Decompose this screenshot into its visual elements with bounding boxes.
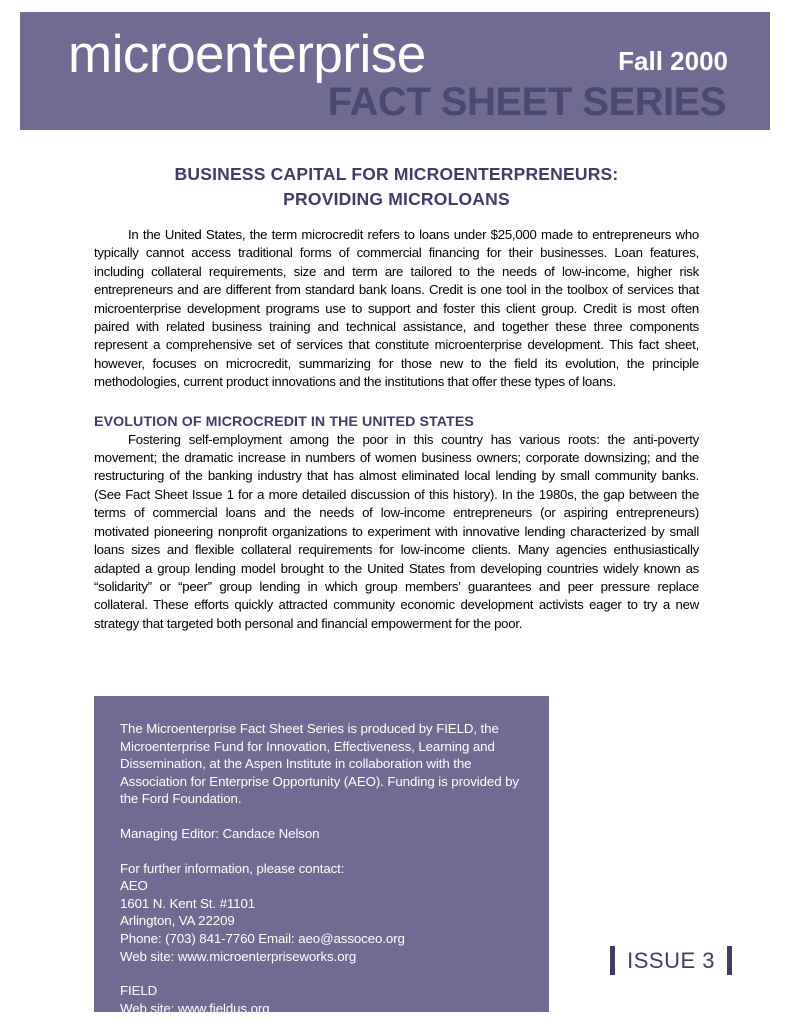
page-title <box>94 162 699 212</box>
masthead-banner <box>20 12 770 130</box>
colophon-website-field: Web site: www.fieldus.org <box>120 1000 270 1016</box>
headline-line-1: BUSINESS CAPITAL FOR MICROENTERPRENEURS: <box>174 164 619 184</box>
colophon-spacer-3 <box>120 965 523 982</box>
issue-bar-left-icon <box>610 946 615 975</box>
article-body <box>94 162 699 633</box>
colophon-spacer-1 <box>120 808 523 825</box>
colophon-org-aeo: AEO <box>120 878 148 894</box>
colophon-contact-intro: For further information, please contact: <box>120 860 345 876</box>
section-paragraph: Fostering self-employment among the poor in this country has various roots: the anti-poverty movement; the dramatic increase in numbers of women business owners; corporate downsizing; and the restructuring of the banking industry that has almost eliminated local lending by small community banks. (See Fact Sheet Issue 1 for a more detailed discussion of this history). In the 1980s, the gap between the terms of commercial loans and the needs of low-income entrepreneurs (or aspiring entrepreneurs) motivated pioneering nonprofit organizations to experiment with innovative lending characterized by small loans sizes and flexible collateral requirements for low-income clients. Many agencies enthusiastically adapted a group lending model brought to the United States from developing countries widely known as “solidarity” or “peer” group lending in which group members’ guarantees and peer pressure replace collateral. These efforts quickly attracted community economic development activists eager to try a new strategy that targeted both personal and financial empowerment for the poor. <box>94 431 699 631</box>
issue-number: ISSUE 3 <box>627 947 715 973</box>
section-heading: EVOLUTION OF MICROCREDIT IN THE UNITED STATES <box>94 413 474 430</box>
colophon-org-field: FIELD <box>120 983 158 999</box>
colophon-spacer-2 <box>120 843 523 860</box>
colophon-phone-email: Phone: (703) 841-7760 Email: aeo@assoceo.org <box>120 930 405 946</box>
colophon-managing-editor: Managing Editor: Candace Nelson <box>120 825 320 841</box>
publication-subtitle: FACT SHEET SERIES <box>327 80 726 124</box>
colophon-address-line-1: 1601 N. Kent St. #1101 <box>120 895 256 911</box>
intro-paragraph: In the United States, the term microcredit refers to loans under $25,000 made to entrepreneurs who typically cannot access traditional forms of commercial financing for their businesses. Loan features, including collateral requirements, size and term are tailored to the needs of low-income, higher risk entrepreneurs and are different from standard bank loans. Credit is one tool in the toolbox of services that microenterprise development programs use to support and foster this client group. Credit is most often paired with related business training and technical assistance, and together these three components represent a comprehensive set of services that constitute microenterprise development. This fact sheet, however, focuses on microcredit, summarizing for those new to the field its evolution, the principle methodologies, current product innovations and the institutions that offer these types of loans. <box>94 227 699 390</box>
colophon-produced-by: The Microenterprise Fact Sheet Series is produced by FIELD, the Microenterprise Fund for Innovation, Effectiveness, Learning and Dissemination, at the Aspen Institute in collaboration with the Association for Enterprise Opportunity (AEO). Funding is provided by the Ford Foundation. <box>120 721 519 807</box>
issue-bar-right-icon <box>727 946 732 975</box>
headline-line-2: PROVIDING MICROLOANS <box>283 189 510 209</box>
colophon-website-aeo: Web site: www.microenterpriseworks.org <box>120 948 357 964</box>
issue-season: Fall 2000 <box>618 46 728 76</box>
colophon-box <box>94 696 549 1016</box>
colophon-address-line-2: Arlington, VA 22209 <box>120 913 235 929</box>
issue-marker <box>610 946 732 975</box>
publication-title: microenterprise <box>68 25 426 84</box>
